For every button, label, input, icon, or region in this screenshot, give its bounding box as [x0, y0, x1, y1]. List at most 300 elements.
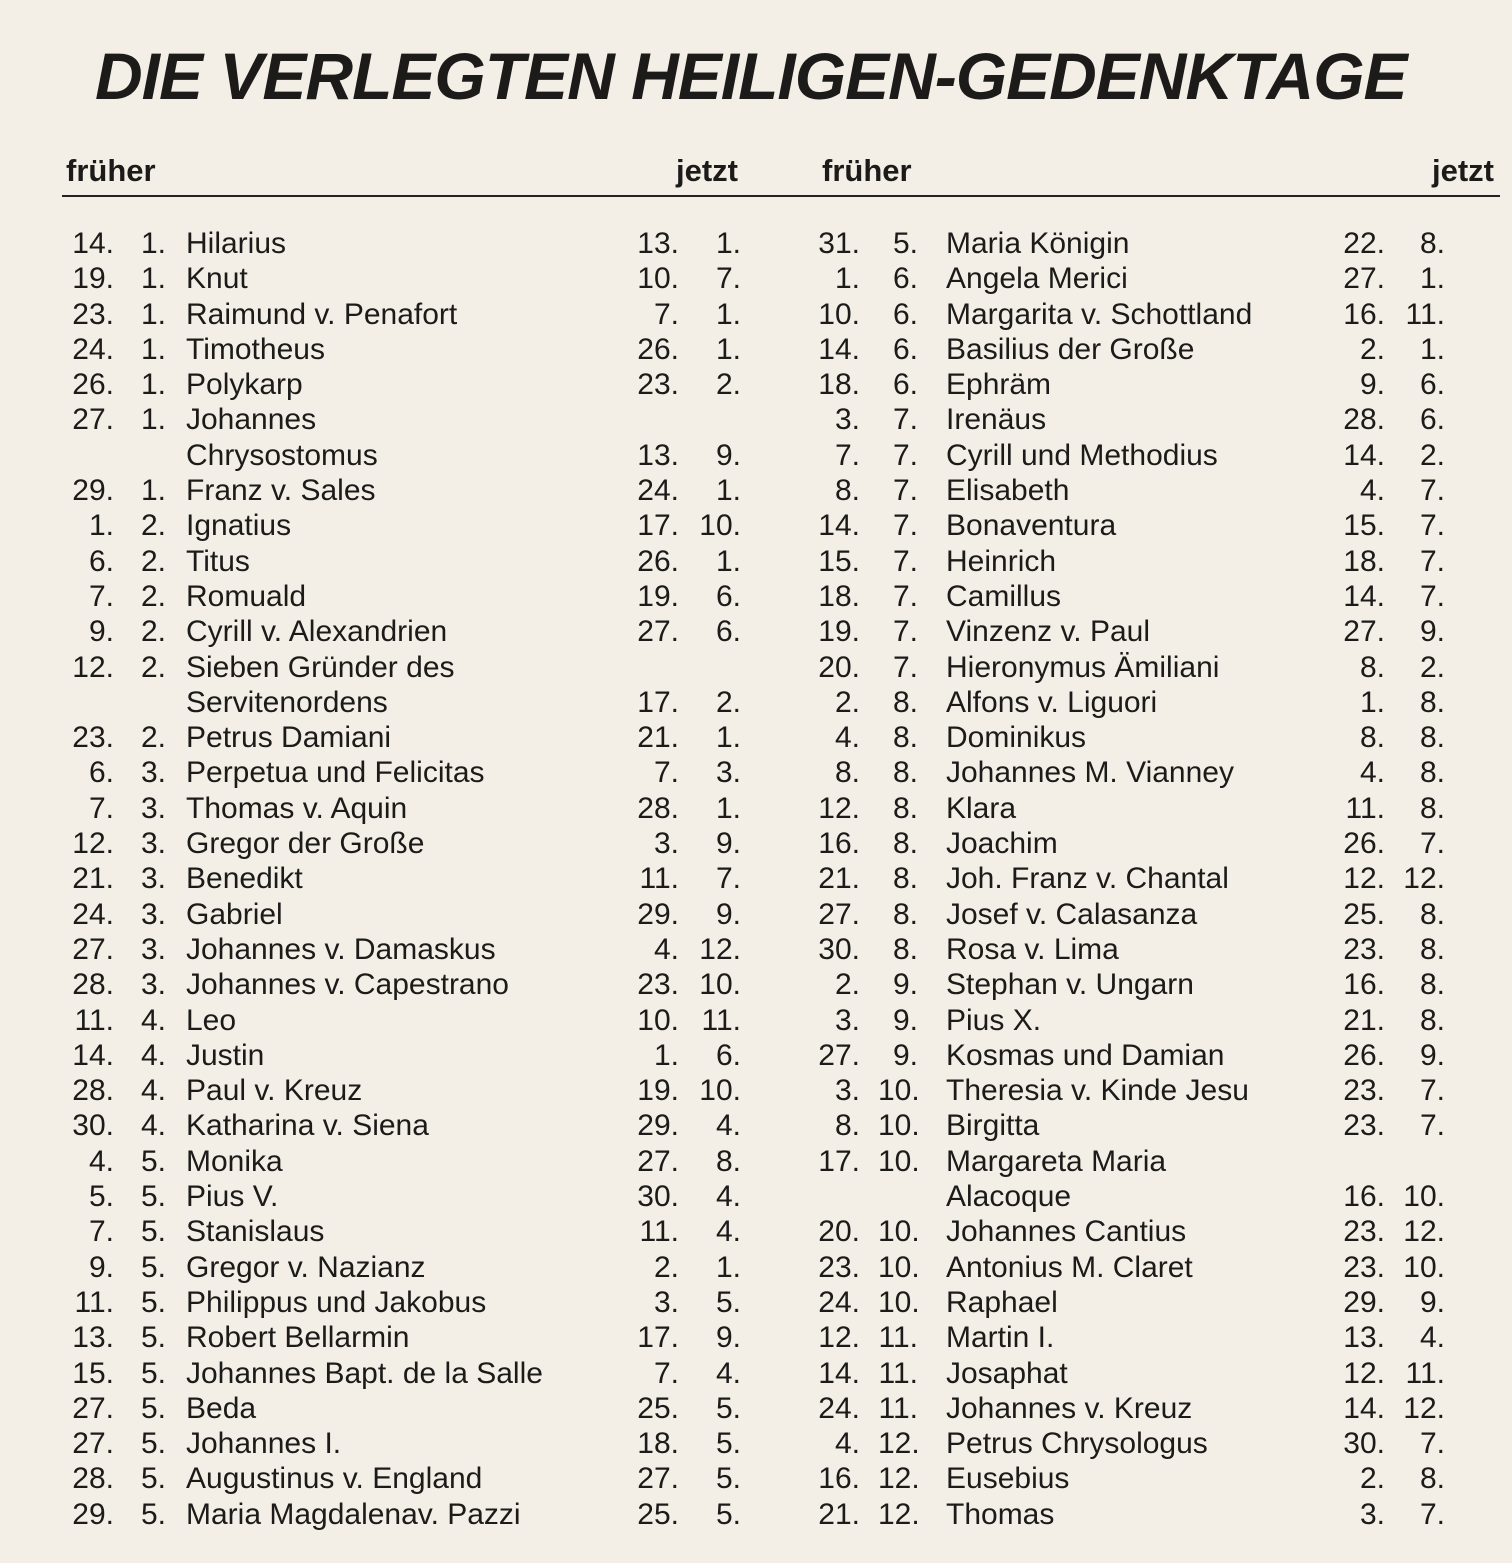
old-month: 1.	[140, 227, 166, 260]
new-month: 4.	[715, 1109, 741, 1143]
saint-name: Johannes Cantius	[946, 1215, 1187, 1249]
table-row	[64, 402, 754, 437]
new-day: 17.	[637, 509, 679, 543]
old-month: 2.	[140, 579, 166, 613]
new-month: 4.	[715, 1180, 741, 1214]
table-row	[810, 932, 1505, 967]
table-row	[810, 1391, 1505, 1426]
new-day: 27.	[637, 1144, 679, 1178]
new-month: 1.	[715, 1250, 741, 1284]
new-month: 9.	[715, 438, 741, 472]
saint-name: Paul v. Kreuz	[186, 1074, 363, 1108]
saint-name: Maria Königin	[946, 227, 1130, 260]
old-day: 15.	[72, 1356, 114, 1390]
right-column	[810, 226, 1505, 1532]
saint-name: Perpetua und Felicitas	[186, 756, 485, 790]
old-month: 1.	[140, 332, 166, 366]
table-row	[810, 402, 1505, 437]
table-row	[810, 720, 1505, 755]
new-day: 4.	[1359, 756, 1385, 790]
old-month: 8.	[892, 897, 918, 931]
table-row	[810, 1461, 1505, 1496]
old-month: 3.	[140, 791, 166, 825]
old-day: 27.	[72, 932, 114, 966]
old-month: 3.	[140, 862, 166, 896]
old-day: 4.	[88, 1144, 114, 1178]
new-day: 13.	[637, 227, 679, 260]
old-day: 9.	[88, 1250, 114, 1284]
old-month: 4.	[140, 1038, 166, 1072]
saint-name: Gregor v. Nazianz	[186, 1250, 426, 1284]
old-month: 3.	[140, 968, 166, 1002]
new-month: 7.	[1419, 579, 1445, 613]
new-month: 6.	[715, 1038, 741, 1072]
saint-name: Cyrill v. Alexandrien	[186, 615, 448, 649]
old-day: 21.	[818, 862, 860, 896]
saint-name: Pius V.	[186, 1180, 279, 1214]
old-day: 19.	[72, 262, 114, 296]
old-month: 4.	[140, 1074, 166, 1108]
old-month: 3.	[140, 827, 166, 861]
new-month: 10.	[699, 1074, 741, 1108]
saint-name: Johannes Bapt. de la Salle	[186, 1356, 543, 1390]
new-day: 26.	[637, 332, 679, 366]
old-month: 5.	[140, 1497, 166, 1531]
old-month: 11.	[878, 1391, 918, 1425]
old-month: 6.	[892, 262, 918, 296]
new-day: 3.	[653, 1285, 679, 1319]
saint-name: Ignatius	[186, 509, 292, 543]
new-month: 1.	[715, 297, 741, 331]
old-day: 8.	[834, 474, 860, 508]
new-day: 23.	[1343, 1215, 1385, 1249]
new-month: 11.	[1405, 297, 1445, 331]
table-row	[810, 1144, 1505, 1179]
new-day: 28.	[637, 791, 679, 825]
old-day: 5.	[88, 1180, 114, 1214]
new-month: 8.	[1419, 1003, 1445, 1037]
old-day: 28.	[72, 968, 114, 1002]
old-month: 7.	[892, 544, 918, 578]
new-month: 4.	[715, 1356, 741, 1390]
table-row	[64, 473, 754, 508]
old-day: 24.	[72, 897, 114, 931]
new-day: 14.	[1343, 438, 1385, 472]
new-day: 22.	[1343, 227, 1385, 260]
old-month: 6.	[892, 297, 918, 331]
saint-name: Petrus Damiani	[186, 721, 392, 755]
new-month: 12.	[1403, 862, 1445, 896]
table-row	[64, 1320, 754, 1355]
old-day: 23.	[72, 297, 114, 331]
old-day: 17.	[818, 1144, 860, 1178]
old-month: 5.	[140, 1180, 166, 1214]
table-row	[64, 791, 754, 826]
saint-name: Pius X.	[946, 1003, 1042, 1037]
old-day: 24.	[818, 1391, 860, 1425]
saint-name: Klara	[946, 791, 1017, 825]
saint-name: Angela Merici	[946, 262, 1128, 296]
old-month: 5.	[140, 1285, 166, 1319]
old-month: 9.	[892, 1038, 918, 1072]
table-row	[64, 1356, 754, 1391]
old-month: 7.	[892, 509, 918, 543]
new-day: 1.	[653, 1038, 679, 1072]
page-title: DIE VERLEGTEN HEILIGEN-GEDENKTAGE	[95, 39, 1407, 113]
new-month: 2.	[1419, 438, 1445, 472]
saint-name: Timotheus	[186, 332, 325, 366]
old-day: 7.	[88, 579, 114, 613]
old-day: 11.	[74, 1285, 114, 1319]
saint-name: Joh. Franz v. Chantal	[946, 862, 1229, 896]
saint-name: Johannes M. Vianney	[946, 756, 1234, 790]
table-row	[64, 1391, 754, 1426]
table-row	[810, 579, 1505, 614]
saint-name: Hilarius	[186, 227, 287, 260]
table-row	[810, 1285, 1505, 1320]
table-row	[810, 897, 1505, 932]
old-day: 19.	[818, 615, 860, 649]
old-month: 12.	[878, 1462, 920, 1496]
old-month: 10.	[878, 1144, 920, 1178]
saint-name: Stephan v. Ungarn	[946, 968, 1194, 1002]
new-month: 7.	[1419, 827, 1445, 861]
new-day: 7.	[653, 1356, 679, 1390]
table-row	[64, 967, 754, 1002]
old-month: 5.	[140, 1427, 166, 1461]
table-row	[810, 1214, 1505, 1249]
new-month: 8.	[1419, 1462, 1445, 1496]
old-month: 5.	[140, 1144, 166, 1178]
old-day: 1.	[834, 262, 860, 296]
old-day: 4.	[834, 721, 860, 755]
new-day: 19.	[637, 1074, 679, 1108]
old-month: 1.	[140, 403, 166, 437]
old-day: 10.	[818, 297, 860, 331]
saint-name: Polykarp	[186, 368, 303, 402]
old-month: 5.	[140, 1391, 166, 1425]
new-day: 3.	[653, 827, 679, 861]
new-month: 9.	[1419, 1285, 1445, 1319]
new-day: 26.	[1343, 827, 1385, 861]
old-month: 3.	[140, 756, 166, 790]
new-day: 25.	[637, 1497, 679, 1531]
table-row	[64, 861, 754, 896]
saint-name: Augustinus v. England	[186, 1462, 483, 1496]
new-day: 23.	[1343, 932, 1385, 966]
new-month: 11.	[1405, 1356, 1445, 1390]
new-day: 23.	[1343, 1250, 1385, 1284]
new-day: 2.	[1359, 332, 1385, 366]
old-month: 3.	[140, 932, 166, 966]
old-day: 21.	[72, 862, 114, 896]
table-row	[810, 367, 1505, 402]
new-month: 4.	[715, 1215, 741, 1249]
old-month: 7.	[892, 615, 918, 649]
new-day: 26.	[637, 544, 679, 578]
new-month: 6.	[1419, 368, 1445, 402]
saint-name: Dominikus	[946, 721, 1087, 755]
saint-name: Thomas	[946, 1497, 1055, 1531]
table-row	[64, 1179, 754, 1214]
old-month: 8.	[892, 862, 918, 896]
new-month: 6.	[715, 615, 741, 649]
old-day: 7.	[88, 1215, 114, 1249]
new-day: 13.	[637, 438, 679, 472]
header-jetzt-right: jetzt	[1432, 153, 1494, 188]
saint-name: Katharina v. Siena	[186, 1109, 429, 1143]
new-month: 8.	[1419, 791, 1445, 825]
left-column	[64, 226, 754, 1532]
new-month: 5.	[715, 1285, 741, 1319]
old-month: 11.	[878, 1321, 918, 1355]
old-day: 20.	[818, 650, 860, 684]
new-month: 7.	[1419, 509, 1445, 543]
table-row	[64, 1497, 754, 1532]
old-month: 8.	[892, 756, 918, 790]
old-month: 2.	[140, 650, 166, 684]
table-row	[64, 826, 754, 861]
header-frueher-right: früher	[822, 153, 912, 188]
new-month: 1.	[715, 721, 741, 755]
saint-name: Irenäus	[946, 403, 1047, 437]
new-month: 9.	[715, 827, 741, 861]
new-month: 8.	[1419, 968, 1445, 1002]
table-row	[810, 332, 1505, 367]
old-month: 2.	[140, 544, 166, 578]
table-row	[810, 1356, 1505, 1391]
old-month: 7.	[892, 579, 918, 613]
new-month: 1.	[1419, 262, 1445, 296]
new-month: 7.	[715, 262, 741, 296]
table-row	[64, 650, 754, 685]
old-day: 12.	[72, 650, 114, 684]
old-day: 11.	[74, 1003, 114, 1037]
saint-name: Johannes I.	[186, 1427, 342, 1461]
new-day: 17.	[637, 685, 679, 719]
old-day: 12.	[818, 791, 860, 825]
saint-name: Martin I.	[946, 1321, 1055, 1355]
table-row	[64, 755, 754, 790]
old-day: 14.	[818, 1356, 860, 1390]
new-day: 21.	[637, 721, 679, 755]
saint-name: Chrysostomus	[186, 438, 378, 472]
old-day: 12.	[818, 1321, 860, 1355]
new-month: 1.	[715, 227, 741, 260]
old-month: 5.	[140, 1321, 166, 1355]
new-day: 14.	[1343, 579, 1385, 613]
saint-name: Franz v. Sales	[186, 474, 376, 508]
header-rule	[62, 195, 1500, 197]
table-row	[810, 791, 1505, 826]
new-day: 16.	[1343, 1180, 1385, 1214]
saint-name: Knut	[186, 262, 248, 296]
saint-name: Basilius der Große	[946, 332, 1195, 366]
old-month: 6.	[892, 368, 918, 402]
old-day: 30.	[72, 1109, 114, 1143]
saint-name: Kosmas und Damian	[946, 1038, 1225, 1072]
old-month: 8.	[892, 685, 918, 719]
old-day: 9.	[88, 615, 114, 649]
saint-name: Robert Bellarmin	[186, 1321, 410, 1355]
old-day: 3.	[834, 403, 860, 437]
new-month: 1.	[715, 332, 741, 366]
saint-name: Sieben Gründer des	[186, 650, 455, 684]
new-month: 2.	[1419, 650, 1445, 684]
new-month: 10.	[1403, 1180, 1445, 1214]
saint-name: Johannes v. Capestrano	[186, 968, 509, 1002]
new-day: 25.	[1343, 897, 1385, 931]
new-month: 7.	[1419, 1427, 1445, 1461]
new-day: 15.	[1343, 509, 1385, 543]
new-month: 10.	[699, 509, 741, 543]
saint-name: Margareta Maria	[946, 1144, 1167, 1178]
table-row	[64, 332, 754, 367]
new-day: 3.	[1359, 1497, 1385, 1531]
table-row	[810, 438, 1505, 473]
table-row	[64, 720, 754, 755]
old-day: 23.	[818, 1250, 860, 1284]
saint-name: Gabriel	[186, 897, 283, 931]
old-month: 1.	[140, 368, 166, 402]
table-row	[810, 755, 1505, 790]
old-day: 7.	[88, 791, 114, 825]
new-day: 16.	[1343, 297, 1385, 331]
old-day: 23.	[72, 721, 114, 755]
table-row	[810, 1250, 1505, 1285]
old-day: 20.	[818, 1215, 860, 1249]
new-month: 8.	[1419, 685, 1445, 719]
new-day: 2.	[653, 1250, 679, 1284]
old-day: 4.	[834, 1427, 860, 1461]
new-month: 1.	[715, 791, 741, 825]
new-month: 5.	[715, 1462, 741, 1496]
old-day: 8.	[834, 756, 860, 790]
old-day: 14.	[818, 332, 860, 366]
old-month: 12.	[878, 1497, 920, 1531]
new-day: 4.	[1359, 474, 1385, 508]
old-day: 26.	[72, 368, 114, 402]
saint-name: Alfons v. Liguori	[946, 685, 1158, 719]
new-day: 11.	[639, 1215, 679, 1249]
saint-name: Antonius M. Claret	[946, 1250, 1193, 1284]
old-month: 7.	[892, 650, 918, 684]
new-month: 8.	[715, 1144, 741, 1178]
new-month: 9.	[1419, 1038, 1445, 1072]
old-day: 31.	[818, 227, 860, 260]
saint-name: Heinrich	[946, 544, 1057, 578]
header-frueher-left: früher	[66, 153, 156, 188]
table-row	[64, 1285, 754, 1320]
saint-name: Joachim	[946, 827, 1058, 861]
new-month: 8.	[1419, 756, 1445, 790]
table-row	[810, 297, 1505, 332]
new-day: 25.	[637, 1391, 679, 1425]
old-month: 8.	[892, 827, 918, 861]
old-day: 27.	[72, 403, 114, 437]
new-month: 5.	[715, 1497, 741, 1531]
old-day: 16.	[818, 1462, 860, 1496]
old-month: 7.	[892, 474, 918, 508]
saint-name: Leo	[186, 1003, 237, 1037]
old-day: 29.	[72, 474, 114, 508]
old-day: 1.	[88, 509, 114, 543]
header-jetzt-left: jetzt	[676, 153, 738, 188]
new-month: 7.	[1419, 474, 1445, 508]
saint-name: Raphael	[946, 1285, 1058, 1319]
new-day: 27.	[637, 615, 679, 649]
table-row	[64, 1038, 754, 1073]
old-month: 5.	[140, 1250, 166, 1284]
saint-name: Theresia v. Kinde Jesu	[946, 1074, 1249, 1108]
saint-name: Eusebius	[946, 1462, 1070, 1496]
old-month: 10.	[878, 1109, 920, 1143]
old-month: 2.	[140, 615, 166, 649]
saint-name: Birgitta	[946, 1109, 1040, 1143]
saint-name: Benedikt	[186, 862, 303, 896]
new-day: 23.	[1343, 1074, 1385, 1108]
saint-name: Monika	[186, 1144, 283, 1178]
old-day: 24.	[818, 1285, 860, 1319]
saint-name: Cyrill und Methodius	[946, 438, 1218, 472]
saint-name: Bonaventura	[946, 509, 1117, 543]
saint-name: Hieronymus Ämiliani	[946, 650, 1220, 684]
table-row	[810, 650, 1505, 685]
old-month: 8.	[892, 932, 918, 966]
new-month: 10.	[699, 968, 741, 1002]
table-row	[64, 579, 754, 614]
saint-name: Vinzenz v. Paul	[946, 615, 1151, 649]
saint-name: Justin	[186, 1038, 265, 1072]
old-month: 5.	[140, 1215, 166, 1249]
new-day: 27.	[1343, 262, 1385, 296]
new-month: 7.	[1419, 544, 1445, 578]
new-month: 5.	[715, 1427, 741, 1461]
old-day: 2.	[834, 685, 860, 719]
table-row	[64, 544, 754, 579]
saint-name: Margarita v. Schottland	[946, 297, 1253, 331]
table-row	[64, 685, 754, 720]
old-month: 10.	[878, 1250, 920, 1284]
table-row	[810, 1108, 1505, 1143]
new-month: 9.	[1419, 615, 1445, 649]
old-day: 3.	[834, 1074, 860, 1108]
new-month: 8.	[1419, 227, 1445, 260]
table-row	[810, 826, 1505, 861]
old-month: 5.	[140, 1356, 166, 1390]
old-day: 14.	[72, 227, 114, 260]
old-day: 6.	[88, 544, 114, 578]
table-row	[64, 1250, 754, 1285]
table-row	[64, 1461, 754, 1496]
old-day: 12.	[72, 827, 114, 861]
table-row	[64, 897, 754, 932]
table-row	[810, 1179, 1505, 1214]
old-day: 27.	[72, 1391, 114, 1425]
new-month: 9.	[715, 897, 741, 931]
new-day: 30.	[1343, 1427, 1385, 1461]
old-day: 24.	[72, 332, 114, 366]
new-day: 12.	[1343, 1356, 1385, 1390]
table-row	[64, 1108, 754, 1143]
old-day: 18.	[818, 368, 860, 402]
table-row	[810, 614, 1505, 649]
new-day: 4.	[653, 932, 679, 966]
table-row	[810, 544, 1505, 579]
old-month: 6.	[892, 332, 918, 366]
saint-name: Romuald	[186, 579, 307, 613]
new-day: 11.	[639, 862, 679, 896]
